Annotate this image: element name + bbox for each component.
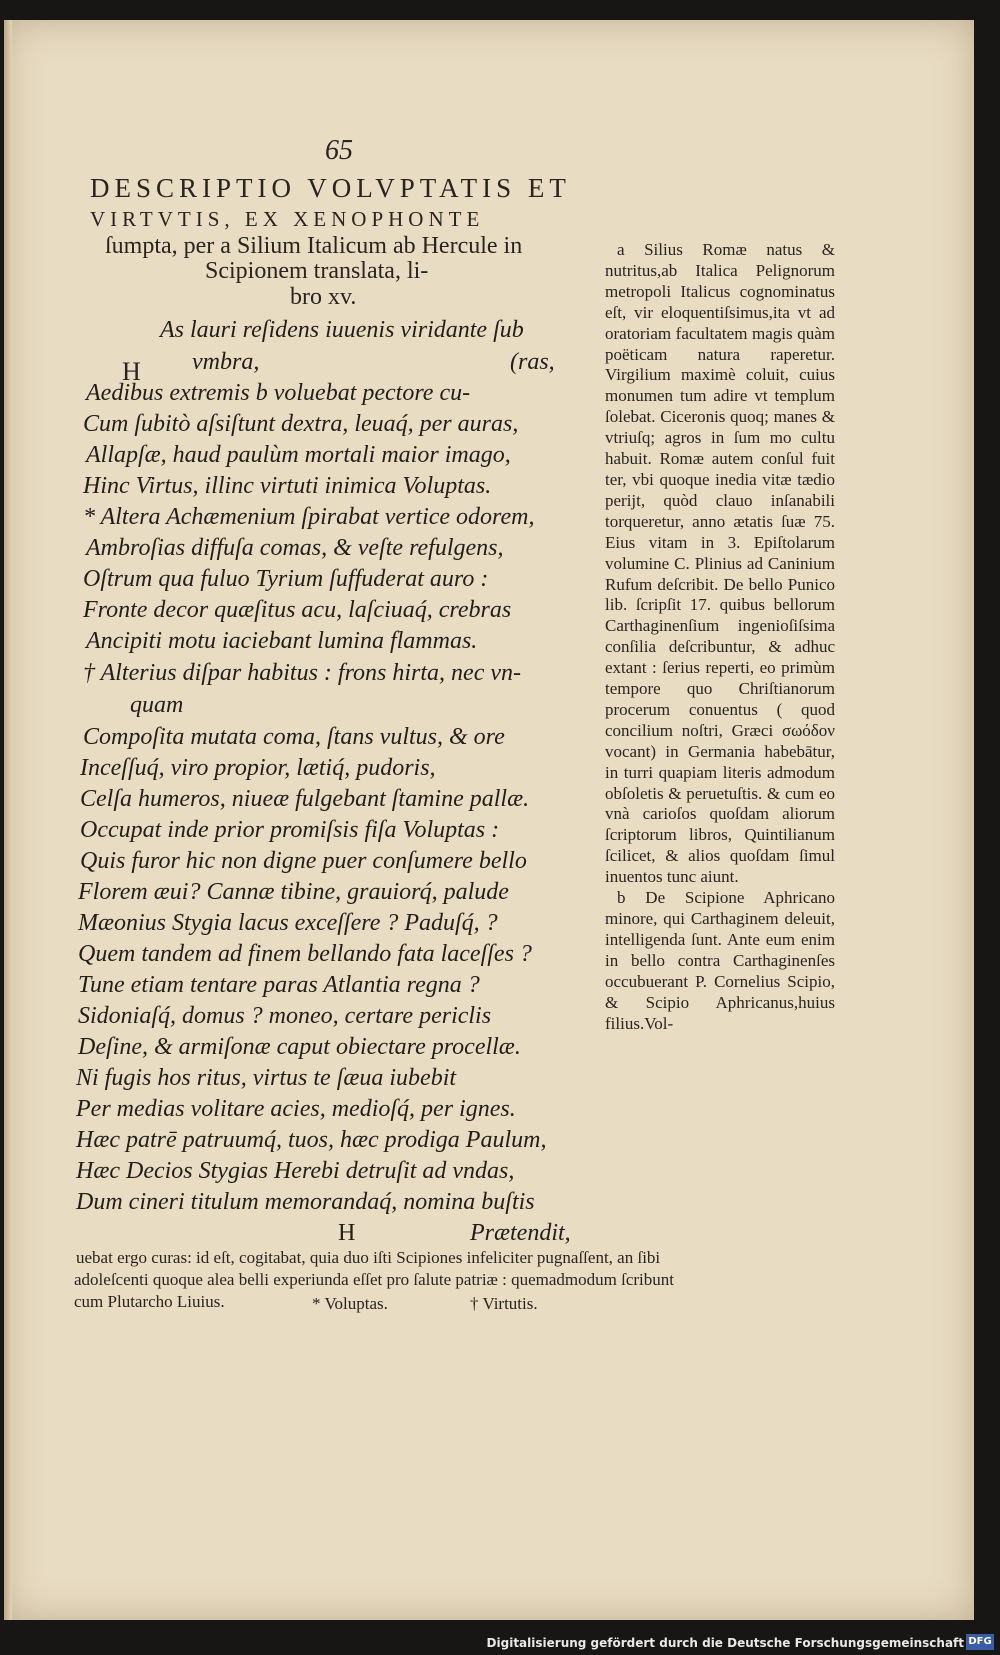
- verse-line: Hæc Decios Stygias Herebi detruſit ad vndas,: [76, 1158, 515, 1184]
- sidenote-b: b De Scipione Aphricano minore, qui Carthaginem deleuit, intelligenda ſunt. Ante eum enim in bello contra Carthaginenſes occubuerant P. Cornelius Scipio, & Scipio Aphricanus,huius filius.Vol-: [605, 888, 835, 1033]
- verse-line: Hinc Virtus, illinc virtuti inimica Voluptas.: [83, 473, 492, 499]
- verse-line: Ambroſias diffuſa comas, & veſte refulgens,: [86, 535, 504, 561]
- title-line-3: ſumpta, per a Silium Italicum ab Hercule in: [105, 233, 523, 259]
- footnote-line: uebat ergo curas: id eſt, cogitabat, quia duo iſti Scipiones infeliciter pugnaſſent, an ſibi: [76, 1248, 661, 1267]
- page-edge: [4, 20, 12, 1620]
- verse-line: quam: [130, 692, 184, 718]
- verse-line: Oſtrum qua fuluo Tyrium ſuffuderat auro :: [83, 566, 489, 592]
- footnote-mark-star: * Voluptas.: [312, 1294, 388, 1313]
- verse-line: Celſa humeros, niueæ fulgebant ſtamine pallæ.: [80, 786, 530, 812]
- title-line-1: DESCRIPTIO VOLVPTATIS ET: [90, 173, 571, 203]
- marginal-notes: [605, 240, 835, 1034]
- verse-line: Allapſæ, haud paulùm mortali maior imago,: [86, 442, 511, 468]
- title-line-2: VIRTVTIS, EX XENOPHONTE: [90, 207, 485, 231]
- verse-line: Aedibus extremis b voluebat pectore cu-: [86, 380, 471, 406]
- verse-line: Per medias volitare acies, medioſq́, per ignes.: [76, 1096, 516, 1122]
- verse-line: As lauri reſidens iuuenis viridante ſub: [160, 317, 524, 343]
- title-line-5: bro xv.: [290, 284, 357, 310]
- verse-line: Ancipiti motu iaciebant lumina flammas.: [86, 628, 478, 654]
- footnote-mark-dagger: † Virtutis.: [470, 1294, 538, 1313]
- sidenote-a: a Silius Romæ natus & nutritus,ab Italica Pelignorum metropoli Italicus cognominatus eſt, vir eloquentiſsimus,ita vt ad oratoriam facultatem magis quàm poëticam natura raperetur. Virgilium maximè coluit, cuius monumen tum adire vt templum ſolebat. Ciceronis quoq; manes & vtriuſq; agros in ſum mo cultu habuit. Romæ autem conſul fuit ter, vbi quoque inedia vitæ tædio perijt, quòd clauo inſanabili torqueretur, anno ætatis ſuæ 75. Eius vitam in 3. Epiſtolarum volumine C. Plinius ad Caninium Rufum deſcribit. De bello Punico lib. ſcripſit 17. quibus bellorum Carthaginenſium ingenioſiſsima conſilia deſcribuntur, & adhuc extant : ſerius reperti, eo primùm tempore quo Chriſtianorum procerum conuentus ( quod concilium noſtri, Græci σωόδον vocant) in Germania habebātur, in turri quapiam literis admodum obſoletis & peruetuſtis. & cum eo vnà carioſos quoſdam aliorum ſcriptorum libros, Quintilianum ſcilicet, & alios quoſdam ſimul inuentos tunc aiunt.: [605, 240, 835, 887]
- verse-line: Occupat inde prior promiſsis fiſa Voluptas :: [80, 817, 500, 843]
- verse-line: Compoſita mutata coma, ſtans vultus, & ore: [83, 724, 505, 750]
- verse-line: (ras,: [510, 349, 555, 375]
- verse-line: Mæonius Stygia lacus exceſſere ? Paduſq́, ?: [78, 910, 498, 936]
- verse-line: Cum ſubitò aſsiſtunt dextra, leuaq́, per auras,: [83, 411, 519, 437]
- verse-line: Sidoniaſq́, domus ? moneo, certare periclis: [78, 1003, 492, 1029]
- verse-line: Hæc patrē patruumq́, tuos, hæc prodiga Paulum,: [76, 1127, 547, 1153]
- footnote-line: cum Plutarcho Liuius.: [74, 1292, 225, 1311]
- verse-line: vmbra,: [192, 349, 260, 375]
- footnote-line: adoleſcenti quoque alea belli experiunda eſſet pro ſalute patriæ : quemadmodum ſcribunt: [74, 1270, 674, 1289]
- catchword-h: H: [338, 1220, 356, 1246]
- verse-line: Inceſſuq́, viro propior, lætiq́, pudoris,: [80, 755, 436, 781]
- verse-line: Quem tandem ad finem bellando fata laceſſes ?: [78, 941, 532, 967]
- verse-line: Quis furor hic non digne puer conſumere bello: [80, 848, 527, 874]
- verse-line: Tune etiam tentare paras Atlantia regna ?: [78, 972, 480, 998]
- verse-line: * Altera Achæmenium ſpirabat vertice odorem,: [83, 504, 535, 530]
- verse-line: Florem æui? Cannæ tibine, grauiorq́, palude: [78, 879, 509, 905]
- catchword: Prætendit,: [470, 1220, 571, 1246]
- page-number: 65: [325, 135, 353, 166]
- verse-line: Deſine, & armiſonæ caput obiectare procellæ.: [78, 1034, 521, 1060]
- verse-line: Ni fugis hos ritus, virtus te ſæua iubebit: [76, 1065, 457, 1091]
- verse-line: Fronte decor quæſitus acu, laſciuaq́, crebras: [83, 597, 512, 623]
- verse-line: Dum cineri titulum memorandaq́, nomina buſtis: [76, 1189, 535, 1215]
- funding-credit: Digitalisierung gefördert durch die Deutsche Forschungsgemeinschaft: [486, 1636, 964, 1650]
- dfg-logo: DFG: [966, 1634, 994, 1650]
- drop-cap: H: [122, 357, 141, 386]
- verse-line: † Alterius diſpar habitus : frons hirta, nec vn-: [83, 660, 521, 686]
- title-line-4: Scipionem translata, li-: [205, 258, 429, 284]
